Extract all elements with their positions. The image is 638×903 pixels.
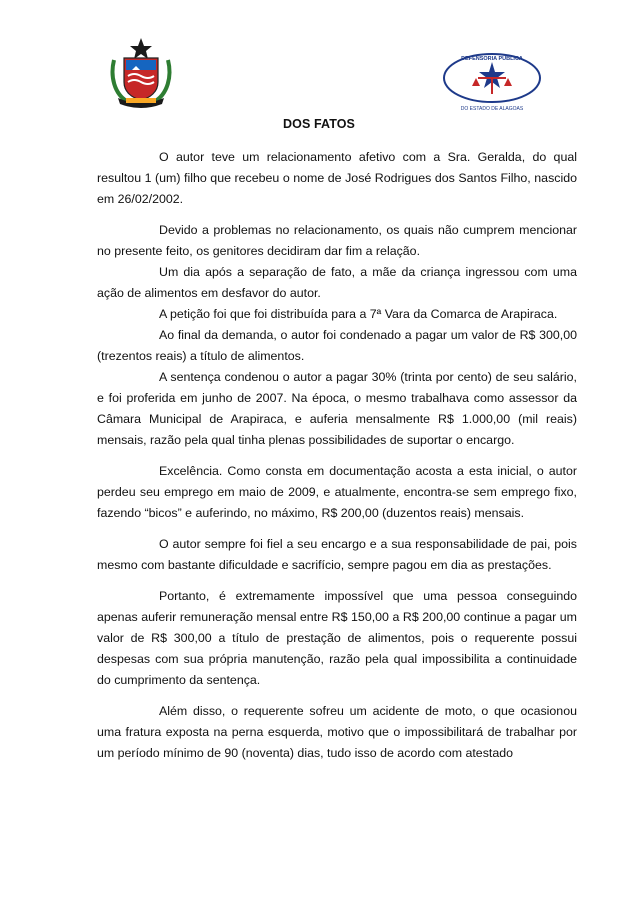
paragraph: Excelência. Como consta em documentação acosta a esta inicial, o autor perdeu seu emprego em maio de 2009, e atualmente, encontra-se sem emprego fixo, fazendo “bicos” e auferindo, no máximo, R$ 200,00 (duzentos reais) mensais.	[97, 464, 577, 520]
paragraph: A sentença condenou o autor a pagar 30% (trinta por cento) de seu salário, e foi proferida em junho de 2007. Na época, o mesmo trabalhava como assessor da Câmara Municipal de Arapiraca, e auferia mensalmente R$ 1.000,00 (mil reais) mensais, razão pela qual tinha plenas possibilidades de suportar o encargo.	[97, 370, 577, 447]
paragraph: O autor sempre foi fiel a seu encargo e a sua responsabilidade de pai, pois mesmo com bastante dificuldade e sacrifício, sempre pagou em dia as prestações.	[97, 537, 577, 572]
paragraph: A petição foi que foi distribuída para a 7ª Vara da Comarca de Arapiraca.	[159, 307, 558, 321]
section-title: DOS FATOS	[283, 117, 355, 131]
paragraph: O autor teve um relacionamento afetivo com a Sra. Geralda, do qual resultou 1 (um) filho que recebeu o nome de José Rodrigues dos Santos Filho, nascido em 26/02/2002.	[97, 150, 577, 206]
paragraph: Ao final da demanda, o autor foi condenado a pagar um valor de R$ 300,00 (trezentos reais) a título de alimentos.	[97, 328, 577, 363]
defensoria-publica-emblem-icon	[440, 48, 544, 114]
emblem-text-bottom: DO ESTADO DE ALAGOAS	[460, 106, 524, 112]
state-coat-of-arms-icon	[108, 36, 174, 108]
document-body	[97, 147, 577, 764]
paragraph: Portanto, é extremamente impossível que uma pessoa conseguindo apenas auferir remuneração mensal entre R$ 150,00 a R$ 200,00 continue a pagar um valor de R$ 300,00 a título de prestação de alimentos, pois o requerente possui despesas com sua própria manutenção, razão pela qual impossibilita a continuidade do cumprimento da sentença.	[97, 589, 577, 687]
emblem-text-top: DEFENSORIA PÚBLICA	[461, 56, 523, 62]
paragraph: Devido a problemas no relacionamento, os quais não cumprem mencionar no presente feito, os genitores decidiram dar fim a relação.	[97, 223, 577, 258]
paragraph: Um dia após a separação de fato, a mãe da criança ingressou com uma ação de alimentos em desfavor do autor.	[97, 265, 577, 300]
paragraph: Além disso, o requerente sofreu um acidente de moto, o que ocasionou uma fratura exposta na perna esquerda, motivo que o impossibilitará de trabalhar por um período mínimo de 90 (noventa) dias, tudo isso de acordo com atestado	[97, 704, 577, 760]
